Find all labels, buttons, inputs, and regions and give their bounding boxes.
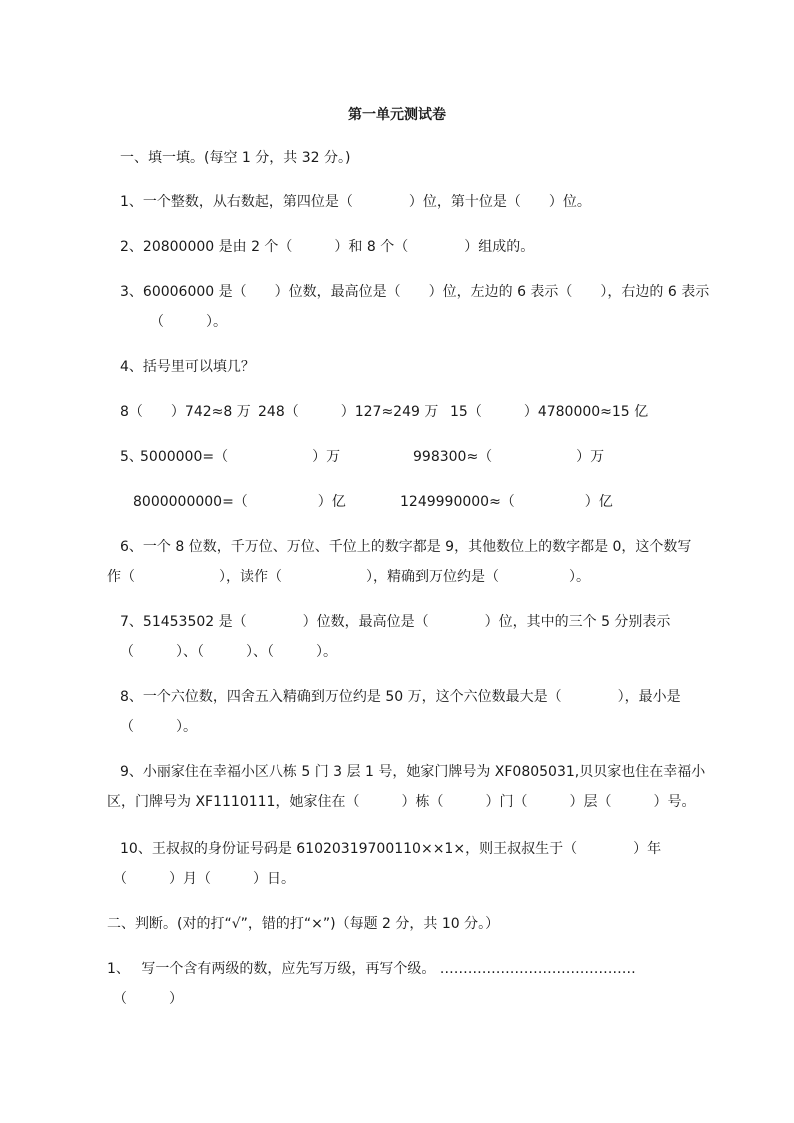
question-5-item-3: 8000000000=（ ）亿 [133,494,346,510]
question-10-line-1: 10、王叔叔的身份证号码是 61020319700110××1×，则王叔叔生于（ ）年 [120,841,662,857]
question-9-line-1: 9、小丽家住在幸福小区八栋 5 门 3 层 1 号，她家门牌号为 XF0805031,贝贝家也住在幸福小 [120,764,706,780]
section1-heading: 一、填一填。(每空 1 分，共 32 分。) [120,150,351,166]
question-3-line-1: 3、60006000 是（ ）位数，最高位是（ ）位，左边的 6 表示（ ），右边的 6 表示 [120,284,710,300]
question-4-item-1: 8（ ）742≈8 万 [120,404,251,420]
question-5-label: 5、 [120,449,143,465]
question-2: 2、20800000 是由 2 个（ ）和 8 个（ ）组成的。 [120,239,535,255]
question-3-line-2: （ ）。 [150,314,227,330]
judge-question-1-line-1: 1、 写一个含有两级的数，应先写万级，再写个级。 …………………………………… [107,961,636,977]
judge-question-1-line-2: （ ） [113,991,183,1007]
question-5-item-4: 1249990000≈（ ）亿 [400,494,613,510]
question-5-item-1: 5000000=（ ）万 [140,449,341,465]
question-4-item-2: 248（ ）127≈249 万 [258,404,439,420]
question-7-line-1: 7、51453502 是（ ）位数，最高位是（ ）位，其中的三个 5 分别表示 [120,614,671,630]
question-4: 4、括号里可以填几？ [120,359,255,375]
question-10-line-2: （ ）月（ ）日。 [113,871,295,887]
question-6-line-1: 6、一个 8 位数，千万位、万位、千位上的数字都是 9，其他数位上的数字都是 0，这个数写 [120,539,692,555]
page-title: 第一单元测试卷 [348,107,446,123]
question-4-item-3: 15（ ）4780000≈15 亿 [450,404,649,420]
question-9-line-2: 区，门牌号为 XF1110111，她家住在（ ）栋（ ）门（ ）层（ ）号。 [107,794,696,810]
question-5-item-2: 998300≈（ ）万 [413,449,605,465]
question-8-line-1: 8、一个六位数，四舍五入精确到万位约是 50 万，这个六位数最大是（ ），最小是 [120,689,681,705]
question-1: 1、一个整数，从右数起，第四位是（ ）位，第十位是（ ）位。 [120,194,591,210]
section2-heading: 二、判断。(对的打“√”，错的打“×”)（每题 2 分，共 10 分。） [107,916,500,932]
question-7-line-2: （ ）、（ ）、（ ）。 [120,644,337,660]
question-8-line-2: （ ）。 [120,719,197,735]
question-6-line-2: 作（ ），读作（ ），精确到万位约是（ ）。 [107,569,590,585]
